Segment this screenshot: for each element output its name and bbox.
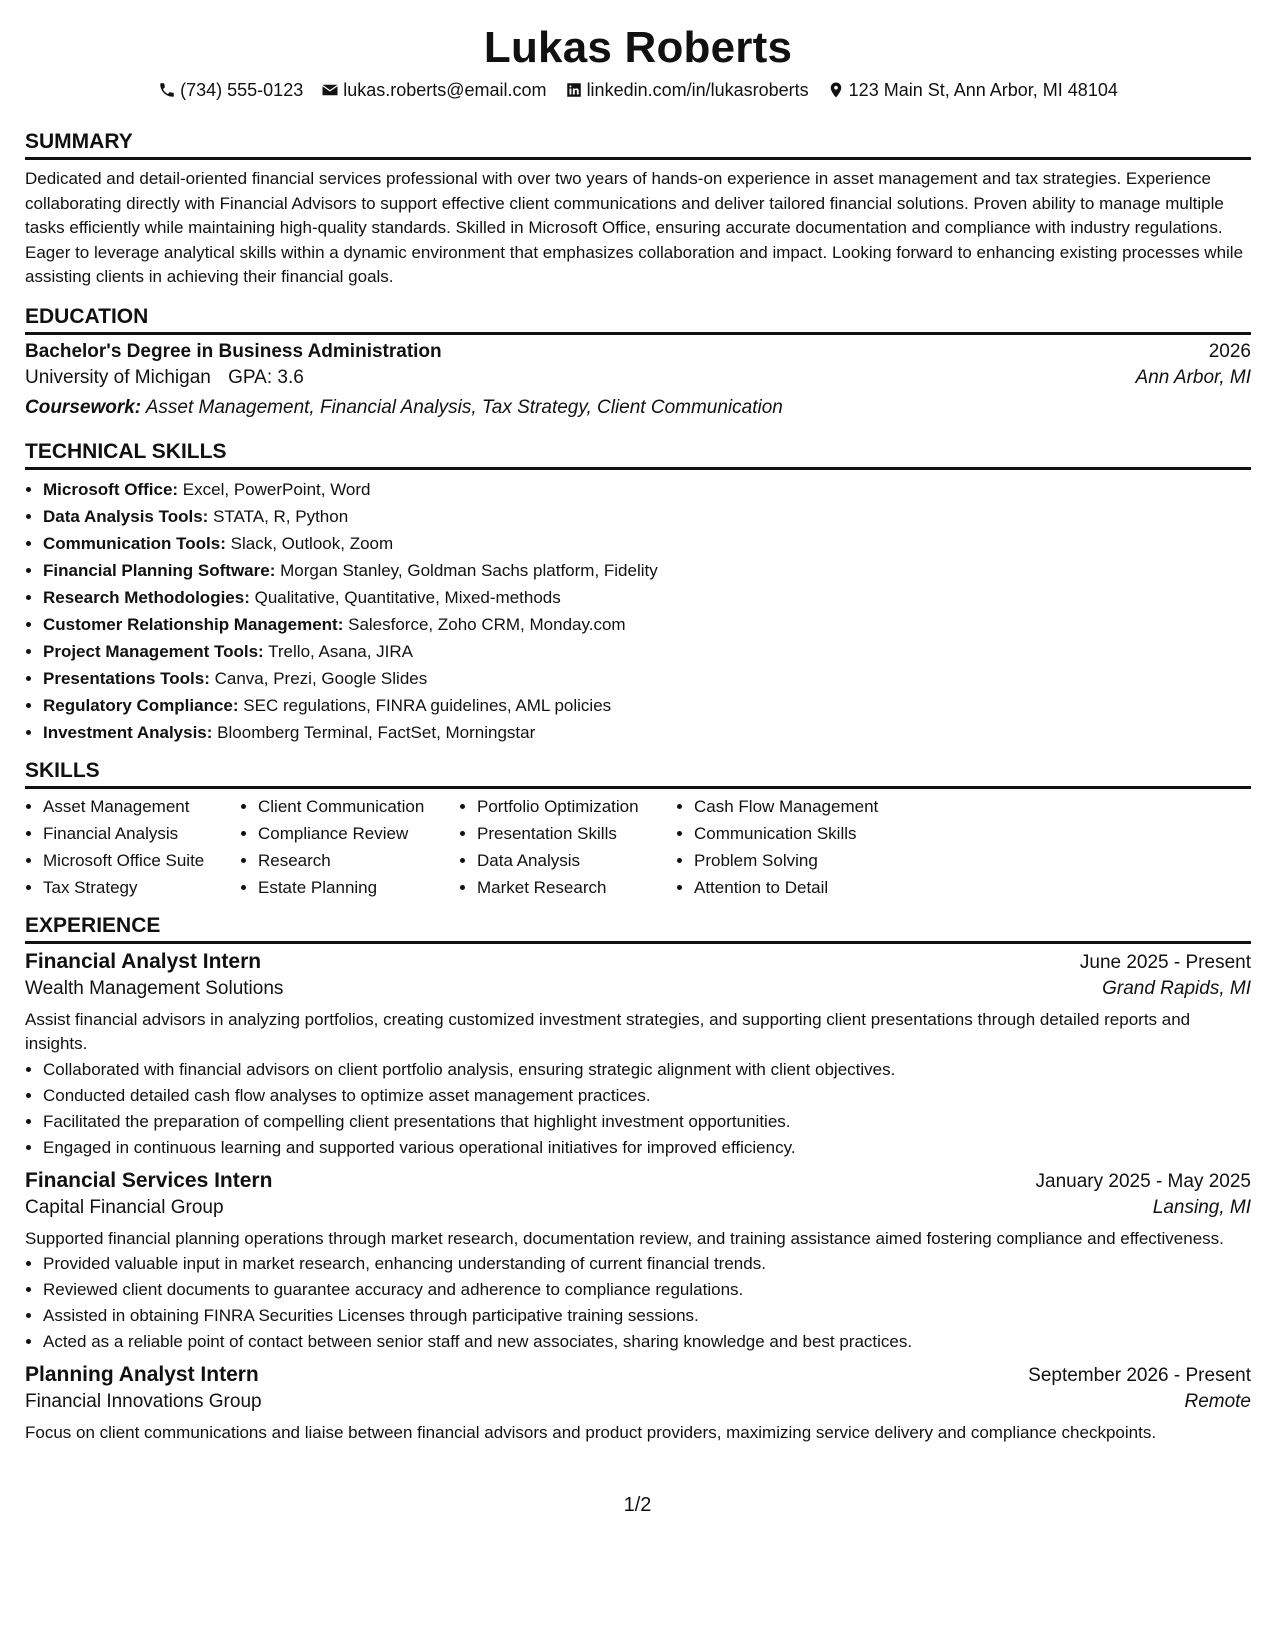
job-bullets — [25, 1057, 1251, 1161]
list-item: • Provided valuable input in market research, enhancing understanding of current financial trends. — [43, 1251, 1251, 1277]
list-item: • Cash Flow Management — [694, 793, 934, 820]
list-item: • Financial Planning Software: Morgan Stanley, Goldman Sachs platform, Fidelity — [43, 557, 1251, 584]
email-text: lukas.roberts@email.com — [343, 80, 547, 100]
list-item: • Attention to Detail — [694, 874, 934, 901]
school-name: University of Michigan — [25, 366, 211, 388]
list-item: • Compliance Review — [258, 820, 459, 847]
list-item: • Facilitated the preparation of compelling client presentations that highlight investment opportunities. — [43, 1109, 1251, 1135]
school-location: Ann Arbor, MI — [1135, 366, 1251, 388]
job-dates: January 2025 - May 2025 — [1035, 1170, 1251, 1192]
list-item: • Assisted in obtaining FINRA Securities Licenses through participative training sessions. — [43, 1303, 1251, 1329]
experience-entry — [25, 1169, 1251, 1356]
candidate-name: Lukas Roberts — [483, 23, 793, 72]
location-pin-icon — [827, 81, 845, 99]
job-title: Financial Analyst Intern — [25, 949, 262, 973]
list-item: • Portfolio Optimization — [477, 793, 676, 820]
list-item: • Engaged in continuous learning and supported various operational initiatives for improved efficiency. — [43, 1135, 1251, 1161]
job-location: Remote — [1184, 1391, 1251, 1412]
experience-entry — [25, 950, 1251, 1161]
skills-column — [25, 793, 240, 901]
list-item: • Acted as a reliable point of contact between senior staff and new associates, sharing knowledge and best practices. — [43, 1329, 1251, 1355]
skills-column — [459, 793, 676, 901]
job-title: Financial Services Intern — [25, 1168, 273, 1192]
list-item: • Research — [258, 847, 459, 874]
phone-icon — [158, 81, 176, 99]
list-item: • Reviewed client documents to guarantee accuracy and adherence to compliance regulations. — [43, 1277, 1251, 1303]
list-item: • Microsoft Office Suite — [43, 847, 240, 874]
skills-column — [240, 793, 459, 901]
company-name: Wealth Management Solutions — [25, 977, 284, 999]
gpa: GPA: 3.6 — [228, 366, 304, 388]
summary-heading: SUMMARY — [25, 129, 1251, 160]
list-item: • Data Analysis — [477, 847, 676, 874]
job-bullets — [25, 1251, 1251, 1355]
summary-text: Dedicated and detail-oriented financial services professional with over two years of hands-on experience in asset management and tax strategies. Experience collaborating directly with Financial Advisors to support effective client communications and deliver tailored financial solutions. Proven ability to manage multiple tasks efficiently while maintaining high-quality standards. Skilled in Microsoft Office, ensuring accurate documentation and compliance with industry regulations. Eager to leverage analytical skills within a dynamic environment that emphasizes collaboration and impact. Looking forward to enhancing existing processes while assisting clients in achieving their financial goals. — [25, 169, 1244, 286]
list-item: • Asset Management — [43, 793, 240, 820]
list-item: • Financial Analysis — [43, 820, 240, 847]
envelope-icon — [321, 81, 339, 99]
list-item: • Customer Relationship Management: Salesforce, Zoho CRM, Monday.com — [43, 611, 1251, 638]
address-text: 123 Main St, Ann Arbor, MI 48104 — [848, 80, 1118, 100]
company-name: Financial Innovations Group — [25, 1391, 262, 1412]
contact-phone[interactable] — [158, 78, 303, 102]
list-item: • Presentations Tools: Canva, Prezi, Google Slides — [43, 665, 1251, 692]
resume-page — [25, 0, 1251, 1446]
list-item: • Communication Tools: Slack, Outlook, Zoom — [43, 530, 1251, 557]
contact-bar — [25, 78, 1251, 102]
list-item: • Market Research — [477, 874, 676, 901]
company-name: Capital Financial Group — [25, 1196, 224, 1218]
list-item: • Research Methodologies: Qualitative, Quantitative, Mixed-methods — [43, 584, 1251, 611]
phone-text: (734) 555-0123 — [180, 80, 304, 100]
graduation-year: 2026 — [1208, 340, 1251, 362]
list-item: • Data Analysis Tools: STATA, R, Python — [43, 503, 1251, 530]
list-item: • Microsoft Office: Excel, PowerPoint, Word — [43, 476, 1251, 503]
page-number: 1/2 — [623, 1494, 652, 1516]
list-item: • Investment Analysis: Bloomberg Terminal, FactSet, Morningstar — [43, 719, 1251, 746]
job-location: Grand Rapids, MI — [1102, 977, 1251, 999]
list-item: • Collaborated with financial advisors on client portfolio analysis, ensuring strategic alignment with client objectives. — [43, 1057, 1251, 1083]
linkedin-text: linkedin.com/in/lukasroberts — [586, 80, 809, 100]
list-item: • Conducted detailed cash flow analyses to optimize asset management practices. — [43, 1083, 1251, 1109]
list-item: • Problem Solving — [694, 847, 934, 874]
contact-email[interactable] — [321, 78, 546, 102]
job-description: Focus on client communications and liaise between financial advisors and product providers, maximizing service delivery and compliance checkpoints. — [25, 1423, 1157, 1442]
experience-heading: EXPERIENCE — [25, 913, 1251, 944]
list-item: • Project Management Tools: Trello, Asana, JIRA — [43, 638, 1251, 665]
list-item: • Estate Planning — [258, 874, 459, 901]
coursework — [25, 393, 1251, 423]
education-entry — [25, 341, 1251, 423]
contact-linkedin[interactable] — [565, 78, 809, 102]
education-heading: EDUCATION — [25, 304, 1251, 335]
technical-skills-heading: TECHNICAL SKILLS — [25, 439, 1251, 470]
job-description: Assist financial advisors in analyzing portfolios, creating customized investment strategies, and supporting client presentations through detailed reports and insights. — [25, 1009, 1191, 1053]
list-item: • Client Communication — [258, 793, 459, 820]
job-location: Lansing, MI — [1152, 1196, 1251, 1218]
list-item: • Presentation Skills — [477, 820, 676, 847]
job-dates: September 2026 - Present — [1028, 1365, 1251, 1386]
coursework-label: Coursework: — [25, 396, 142, 418]
technical-skills-list — [25, 476, 1251, 746]
coursework-list: Asset Management, Financial Analysis, Tax Strategy, Client Communication — [145, 396, 783, 418]
degree: Bachelor's Degree in Business Administration — [25, 340, 442, 362]
list-item: • Tax Strategy — [43, 874, 240, 901]
skills-column — [676, 793, 934, 901]
list-item: • Communication Skills — [694, 820, 934, 847]
linkedin-icon — [565, 81, 583, 99]
job-dates: June 2025 - Present — [1079, 951, 1251, 973]
experience-entry — [25, 1363, 1251, 1446]
contact-address — [827, 78, 1118, 102]
list-item: • Regulatory Compliance: SEC regulations, FINRA guidelines, AML policies — [43, 692, 1251, 719]
skills-heading: SKILLS — [25, 758, 1251, 789]
job-title: Planning Analyst Intern — [25, 1363, 259, 1386]
skills-grid — [25, 793, 1251, 901]
job-description: Supported financial planning operations through market research, documentation review, and training assistance aimed fostering compliance and effectiveness. — [25, 1228, 1224, 1248]
